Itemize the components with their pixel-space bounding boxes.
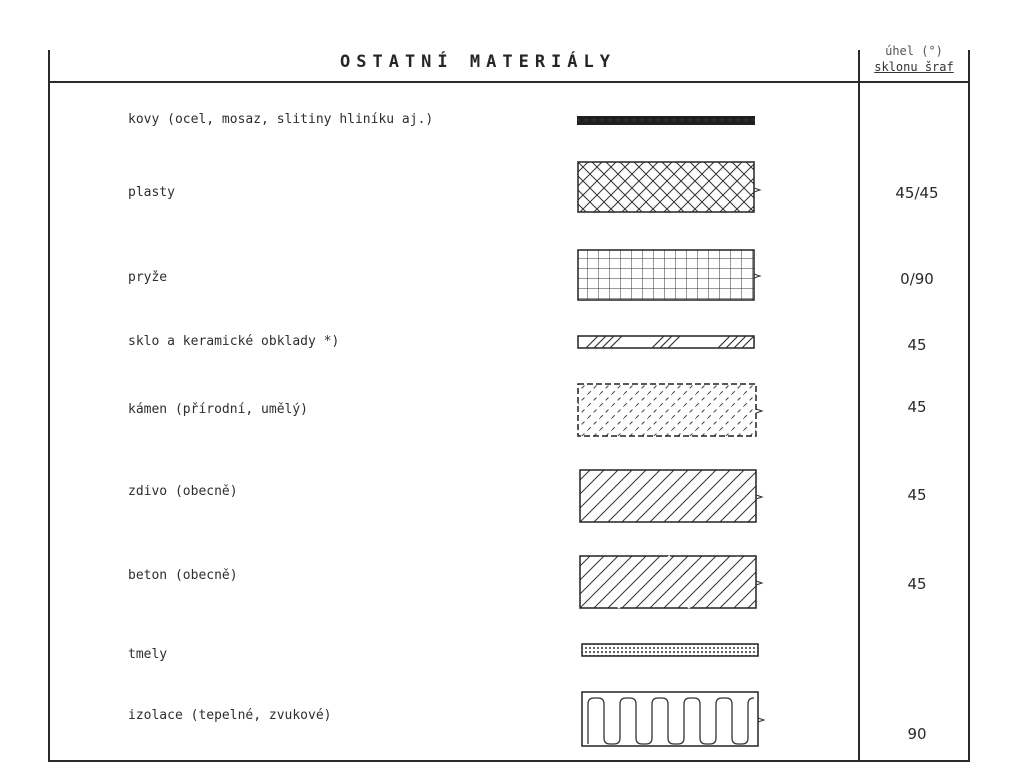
angle-izolace: 90 (907, 725, 927, 743)
row-label-tmely: tmely (128, 647, 168, 662)
hatch-dashed-diagonal-swatch (576, 382, 766, 440)
hatch-meander-swatch (580, 690, 770, 750)
row-label-sklo: sklo a keramické obklady *) (128, 334, 340, 349)
angle-zdivo: 45 (907, 486, 927, 504)
row-label-kovy: kovy (ocel, mosaz, slitiny hliníku aj.) (128, 112, 434, 127)
row-label-pryze: pryže (128, 270, 168, 285)
row-label-plasty: plasty (128, 185, 175, 200)
header-underline (48, 81, 970, 83)
hatch-sparse-diagonal-swatch (576, 334, 760, 352)
column-divider (858, 50, 860, 762)
hatch-grid-swatch (576, 248, 766, 304)
row-label-beton: beton (obecně) (128, 568, 238, 583)
hatch-dash-dot-diagonal-swatch (578, 554, 768, 612)
angle-pryze: 0/90 (900, 270, 934, 288)
bottom-border (48, 760, 970, 762)
angle-sklo: 45 (907, 336, 927, 354)
hatch-crosshatch-swatch (576, 160, 766, 216)
angle-header-line1: úhel (°) (885, 44, 943, 58)
angle-kamen: 45 (907, 398, 927, 416)
hatch-dotted-swatch (580, 642, 762, 660)
row-label-zdivo: zdivo (obecně) (128, 484, 238, 499)
angle-header-line2: sklonu šraf (874, 60, 954, 74)
hatch-diagonal-swatch (578, 468, 768, 526)
left-border (48, 50, 50, 762)
row-label-kamen: kámen (přírodní, umělý) (128, 402, 309, 417)
row-label-izolace: izolace (tepelné, zvukové) (128, 708, 332, 723)
page-title: OSTATNÍ MATERIÁLY (340, 52, 616, 72)
angle-plasty: 45/45 (895, 184, 939, 202)
hatch-solid-swatch (576, 114, 758, 128)
angle-beton: 45 (907, 575, 927, 593)
